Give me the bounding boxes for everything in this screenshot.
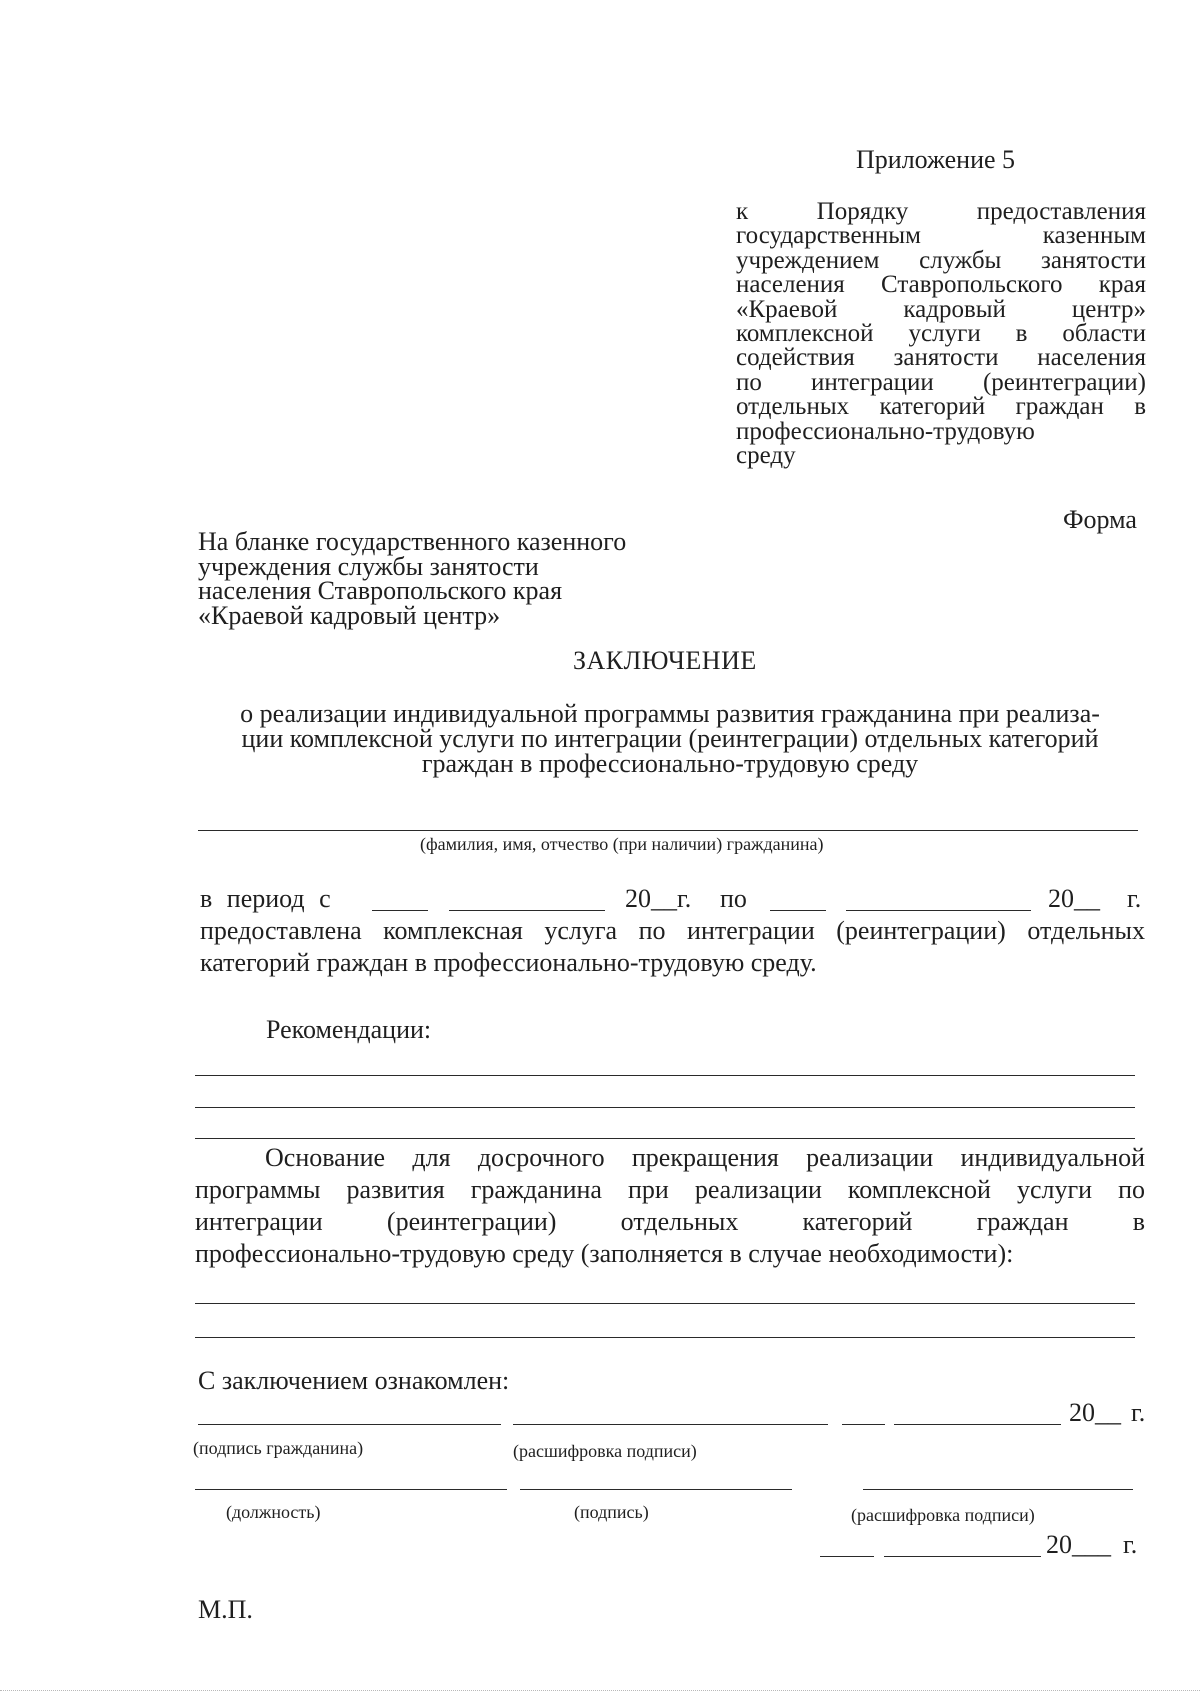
official-day-field[interactable] xyxy=(820,1556,874,1557)
official-month-field[interactable] xyxy=(884,1556,1041,1557)
official-decoding-caption: (расшифровка подписи) xyxy=(851,1505,1035,1525)
recommendations-line-2[interactable] xyxy=(195,1107,1135,1108)
appendix-reference xyxy=(736,200,1146,468)
appendix-line: профессионально-трудовую xyxy=(736,417,1035,445)
citizen-name-caption: (фамилия, имя, отчество (при наличии) гражданина) xyxy=(420,834,824,854)
paragraph-line: профессионально-трудовую среду (заполняется в случае необходимости): xyxy=(195,1239,1014,1268)
ack-year: 20__ xyxy=(1069,1398,1121,1427)
recommendations-line-1[interactable] xyxy=(195,1075,1135,1076)
ack-year-suffix: г. xyxy=(1131,1398,1146,1427)
paragraph-line: предоставлена комплексная услуга по интеграции (реинтеграции) отдельных xyxy=(200,916,1145,945)
citizen-signature-field[interactable] xyxy=(198,1424,501,1425)
recommendations-label: Рекомендации: xyxy=(266,1015,432,1044)
official-signature-field[interactable] xyxy=(520,1489,792,1490)
appendix-line: учреждением службы занятости xyxy=(736,246,1146,274)
citizen-decoding-caption: (расшифровка подписи) xyxy=(513,1441,697,1461)
stamp-place-label: М.П. xyxy=(198,1595,253,1624)
period-by: по xyxy=(720,884,747,913)
paragraph-line: Основание для досрочного прекращения реализации индивидуальной xyxy=(265,1143,1145,1172)
period-to-year: 20__ xyxy=(1048,884,1100,913)
period-from-month-field[interactable] xyxy=(449,910,605,911)
ack-month-field[interactable] xyxy=(894,1424,1061,1425)
official-decoding-field[interactable] xyxy=(863,1489,1133,1490)
acknowledged-label: С заключением ознакомлен: xyxy=(198,1366,510,1395)
period-to-year-suffix: г. xyxy=(1127,884,1142,913)
period-from-year: 20__г. xyxy=(625,884,692,913)
form-label: Форма xyxy=(1063,505,1137,534)
appendix-title: Приложение 5 xyxy=(856,145,1016,174)
period-to-day-field[interactable] xyxy=(770,910,826,911)
appendix-line: отдельных категорий граждан в xyxy=(736,393,1146,421)
citizen-signature-caption: (подпись гражданина) xyxy=(193,1438,364,1458)
letterhead-note xyxy=(198,527,627,630)
official-position-caption: (должность) xyxy=(226,1502,321,1522)
paragraph-line: программы развития гражданина при реализации комплексной услуги по xyxy=(195,1175,1145,1204)
recommendations-line-3[interactable] xyxy=(195,1138,1135,1139)
period-prefix: в период с xyxy=(200,884,331,913)
appendix-line: «Краевой кадровый центр» xyxy=(736,295,1146,323)
citizen-name-field[interactable] xyxy=(198,830,1138,831)
scan-bottom-edge xyxy=(0,1690,1200,1691)
appendix-line: по интеграции (реинтеграции) xyxy=(736,368,1146,396)
letterhead-line: «Краевой кадровый центр» xyxy=(198,600,501,630)
official-year-suffix: г. xyxy=(1123,1530,1138,1559)
letterhead-line: На бланке государственного казенного xyxy=(198,527,627,556)
subtitle-line: граждан в профессионально-трудовую среду xyxy=(421,749,919,778)
official-position-field[interactable] xyxy=(195,1489,507,1490)
grounds-line-1[interactable] xyxy=(195,1303,1135,1304)
document-heading: ЗАКЛЮЧЕНИЕ xyxy=(573,646,757,675)
paragraph-line: категорий граждан в профессионально-трудовую среду. xyxy=(200,948,817,977)
grounds-paragraph xyxy=(195,1142,1145,1270)
appendix-line: населения Ставропольского края xyxy=(736,271,1146,299)
official-year: 20___ xyxy=(1046,1530,1111,1559)
appendix-line: среду xyxy=(736,442,796,470)
document-subtitle xyxy=(195,701,1145,776)
period-paragraph xyxy=(200,915,1145,979)
period-from-day-field[interactable] xyxy=(372,910,428,911)
official-signature-caption: (подпись) xyxy=(574,1502,649,1522)
letterhead-line: учреждения службы занятости xyxy=(198,551,539,581)
subtitle-line: ции комплексной услуги по интеграции (реинтеграции) отдельных категорий xyxy=(241,724,1099,753)
appendix-line: комплексной услуги в области xyxy=(736,320,1146,348)
appendix-line: содействия занятости населения xyxy=(736,344,1146,372)
citizen-decoding-field[interactable] xyxy=(513,1424,828,1425)
grounds-line-2[interactable] xyxy=(195,1337,1135,1338)
paragraph-line: интеграции (реинтеграции) отдельных категорий граждан в xyxy=(195,1207,1145,1236)
letterhead-line: населения Ставропольского края xyxy=(198,576,563,605)
appendix-line: государственным казенным xyxy=(736,222,1146,250)
appendix-line: к Порядку предоставления xyxy=(736,198,1146,225)
period-to-month-field[interactable] xyxy=(846,910,1031,911)
subtitle-line: о реализации индивидуальной программы развития гражданина при реализа- xyxy=(240,699,1100,728)
ack-day-field[interactable] xyxy=(842,1424,885,1425)
